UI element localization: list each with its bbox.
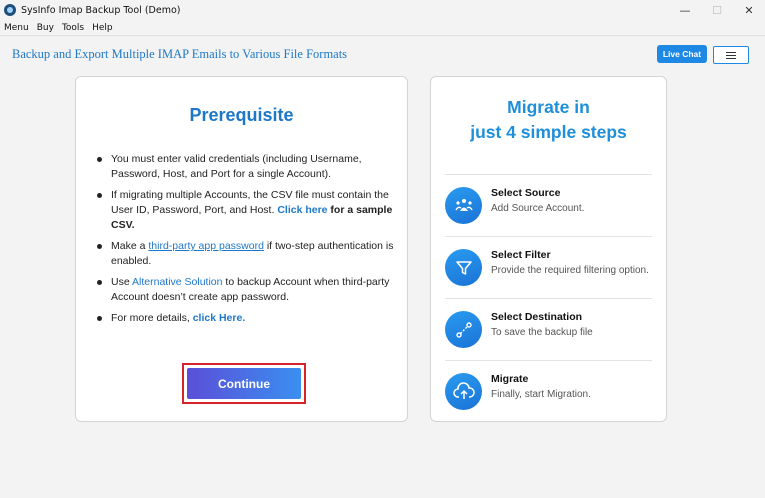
app-password-link[interactable]: third-party app password	[148, 240, 264, 252]
menu-bar	[0, 20, 765, 35]
step-description: Provide the required filtering option.	[491, 265, 649, 276]
prerequisite-title: Prerequisite	[189, 105, 294, 125]
step-label: Migrate	[491, 373, 529, 385]
maximize-button[interactable]: ☐	[712, 3, 722, 17]
more-details-link[interactable]: click Here.	[192, 312, 246, 324]
sample-csv-link[interactable]: Click here	[277, 204, 328, 216]
close-button[interactable]: ✕	[744, 3, 754, 17]
continue-button[interactable]: Continue	[187, 368, 301, 399]
migrate-title-line1: Migrate in	[507, 97, 590, 117]
live-chat-button[interactable]: Live Chat	[657, 45, 707, 63]
migrate-title	[431, 95, 666, 145]
migrate-steps-card	[430, 76, 667, 422]
step-description: To save the backup file	[491, 327, 593, 338]
menu-item-help[interactable]: Help	[92, 22, 113, 33]
menu-item-tools[interactable]: Tools	[61, 22, 85, 33]
list-item: You must enter valid credentials (including Username, Password, Host, and Port for a single Account).	[96, 152, 396, 182]
destination-icon	[445, 311, 482, 348]
step-description: Add Source Account.	[491, 203, 585, 214]
step-select-source	[445, 174, 653, 236]
source-icon	[445, 187, 482, 224]
window-title: SysInfo Imap Backup Tool (Demo)	[21, 4, 181, 16]
step-label: Select Filter	[491, 249, 551, 261]
upload-icon	[445, 373, 482, 410]
alternative-solution-link[interactable]: Alternative Solution	[132, 276, 223, 288]
prerequisite-card	[75, 76, 408, 422]
hamburger-icon	[726, 52, 736, 59]
menu-item-buy[interactable]: Buy	[36, 22, 54, 33]
list-item: For more details, click Here.	[96, 311, 396, 326]
app-logo-icon	[4, 4, 16, 16]
step-select-destination	[445, 298, 653, 360]
list-item: Make a third-party app password if two-step authentication is enabled.	[96, 239, 396, 269]
page-headline: Backup and Export Multiple IMAP Emails to Various File Formats	[12, 47, 348, 61]
hamburger-menu-button[interactable]	[713, 46, 749, 64]
minimize-button[interactable]: —	[679, 3, 691, 17]
step-migrate	[445, 360, 653, 422]
step-label: Select Source	[491, 187, 561, 199]
step-description: Finally, start Migration.	[491, 389, 591, 400]
menu-item-menu[interactable]: Menu	[4, 22, 29, 33]
migrate-title-line2: just 4 simple steps	[470, 122, 627, 142]
step-label: Select Destination	[491, 311, 583, 323]
continue-highlight	[182, 363, 306, 404]
window-controls	[669, 0, 765, 20]
filter-icon	[445, 249, 482, 286]
step-select-filter	[445, 236, 653, 298]
list-item: If migrating multiple Accounts, the CSV file must contain the User ID, Password, Port, and Host. Click here for a sample CSV.	[96, 188, 396, 233]
prerequisite-list	[96, 152, 396, 332]
main-content	[0, 35, 765, 498]
list-item: Use Alternative Solution to backup Account when third-party Account doesn’t create app password.	[96, 275, 396, 305]
title-bar	[0, 0, 765, 20]
